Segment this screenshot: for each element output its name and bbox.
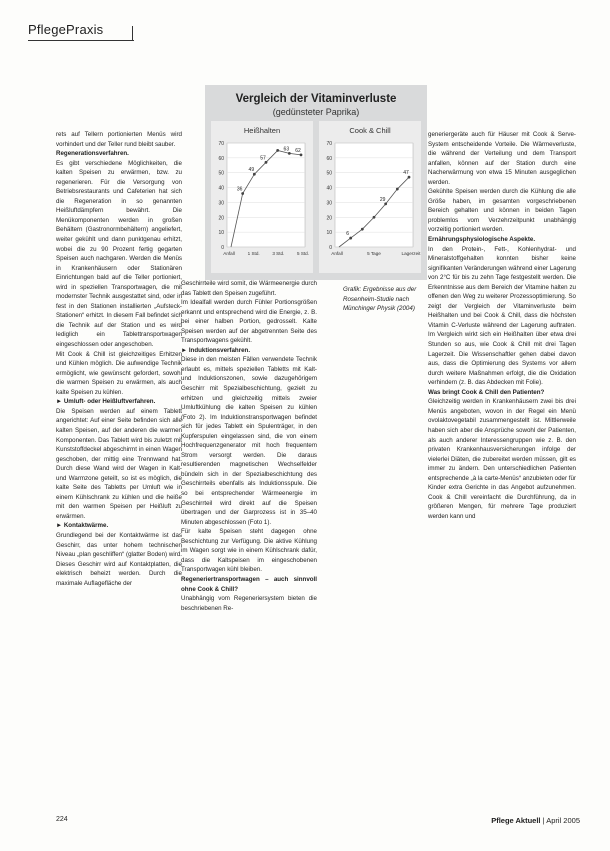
paragraph: Mit Cook & Chill ist gleichzeitiges Erhitzen und Kühlen möglich. Die aufwendige Technik ermöglicht, wie gewünscht gefordert, sowohl die warmen Speisen zu erwärmen, als auch kalte Speisen zu kühlen.: [56, 350, 182, 396]
paragraph: Geschirrteile wird somit, die Wärmeenergie durch das Tablett den Speisen zugeführt.: [181, 280, 317, 297]
data-point: [361, 228, 364, 231]
x-tick-label: 5 Tage: [367, 251, 381, 256]
issue-date: April 2005: [546, 816, 580, 825]
data-point: [288, 152, 291, 155]
section-header: PflegePraxis: [28, 22, 104, 37]
x-tick-label: Anfall: [331, 251, 343, 256]
plot-area: [227, 143, 305, 247]
panel-title: Cook & Chill: [349, 126, 391, 135]
subheading: Regeneriertransportwagen – auch sinnvoll ohne Cook & Chill?: [181, 575, 317, 593]
magazine-name: Pflege Aktuell: [491, 816, 541, 825]
data-point: [373, 216, 376, 219]
x-tick-label: Lagerzeit: [401, 251, 421, 256]
y-tick-label: 50: [218, 170, 224, 177]
paragraph: Gleichzeitig werden in Krankenhäusern zwei bis drei Menüs angeboten, wovon in der Regel ein Menü ovolaktovegetabil zusammengestellt ist. Mittlerweile haben sich aber die Ansprüche sowohl der Patienten, als auch anderer Interessengruppen wie z. B. den privaten Krankenhausversicherungen infolge der vielerlei Diäten, die zubereitet werden müssen, gilt es immer zu ändern. Den unterschiedlichen Patienten entsprechende „à la carte-Menüs“ anzubieten oder für Kinder extra Gerichte in das Angebot aufzunehmen. Cook & Chill vereinfacht die Durchführung, da in größeren Mengen, für mehrere Tage produziert werden kann und: [428, 398, 576, 520]
column-2: [181, 279, 317, 613]
data-point: [253, 173, 256, 176]
x-tick-label: 3 Std.: [272, 251, 285, 256]
subheading: ► Kontaktwärme.: [56, 522, 109, 530]
y-tick-label: 70: [326, 141, 332, 147]
chart-caption: Grafik: Ergebnisse aus der Rosenheim-Studie nach Münchinger Physik (2004): [343, 286, 417, 313]
subheading: Ernährungsphysiologische Aspekte.: [428, 236, 536, 244]
data-point: [265, 161, 268, 164]
y-tick-label: 30: [218, 200, 224, 207]
paragraph: Im Idealfall werden durch Fühler Portionsgrößen erkannt und entsprechend wird die Energie, z. B. bei einer halben Portion, gedrosselt. Kalte Speisen werden auf der abgetrennten Seite des Transportwagens gekühlt.: [181, 299, 317, 345]
y-tick-label: 70: [218, 141, 224, 147]
y-tick-label: 40: [218, 185, 224, 192]
x-tick-label: 5 Std.: [296, 251, 310, 256]
paragraph: Gekühlte Speisen werden durch die Kühlung die alle Größe haben, im gesamten vorgeschriebenen Bereich gehalten und können in beiden Tagen problemlos vom Verzehrzeitpunkt unabhängig vorzeitig portioniert werden.: [428, 188, 576, 234]
data-label: 63: [283, 146, 290, 153]
y-tick-label: 10: [326, 230, 332, 237]
data-point: [241, 192, 244, 195]
header-rule: [28, 40, 134, 41]
data-point: [349, 237, 352, 240]
data-label: 49: [248, 167, 255, 174]
y-tick-label: 0: [329, 245, 332, 251]
subheading: ► Umluft- oder Heißluftverfahren.: [56, 398, 156, 406]
chart-title: Vergleich der Vitaminverluste: [235, 93, 397, 105]
y-tick-label: 30: [326, 200, 332, 207]
vitamin-loss-chart: [205, 85, 427, 280]
chart-canvas: [205, 85, 427, 280]
paragraph: In den Protein-, Fett-, Kohlenhydrat- und Mineralstoffgehalten konnten bisher keine signifikanten Veränderungen während einer Lagerung von 2°C für bis zu zehn Tage festgestellt werden. Die Erkenntnisse aus dem Bereich der Vitamine halten zu offenen den Weg zu weiterer Prozessoptimierung. So zeigt der Vergleich der Vitaminverluste beim Heißhalten und bei Cook & Chill, dass die höchsten Vitamin C-Verluste während der Lagerung auftraten. Im Vergleich wirkt sich ein Heißhalten über etwa drei Stunden so aus, wie Cook & Chill mit drei Tagen Lagerzeit. Die Wissenschaftler gehen dabei davon aus, dass die Optimierung des Systems vor allem durch weitere Maßnahmen erfolgt, die die Oxidation verhindern (z. B. das Abdecken mit Folie).: [428, 245, 576, 387]
subheading: Was bringt Cook & Chill den Patienten?: [428, 388, 545, 396]
data-label: 47: [403, 170, 409, 177]
subheading: Regenerationsverfahren.: [56, 150, 129, 158]
y-tick-label: 10: [218, 230, 224, 237]
data-point: [384, 203, 387, 206]
data-point: [408, 176, 411, 179]
data-label: 57: [260, 155, 266, 162]
chart-subtitle: (gedünsteter Paprika): [272, 107, 360, 117]
y-tick-label: 60: [326, 155, 332, 162]
footer-issue: Pflege Aktuell | April 2005: [491, 816, 580, 825]
header-tick: [132, 26, 133, 40]
paragraph: Für kalte Speisen steht dagegen ohne Beschichtung zur Verfügung. Die aktive Kühlung im Wagen sorgt wie in einem Kühlschrank dafür, dass die Kaltspeisen im eingeschobenen Transportwagen kühl bleiben.: [181, 528, 317, 574]
subheading: ► Induktionsverfahren.: [181, 346, 251, 354]
y-tick-label: 0: [221, 245, 224, 251]
paragraph: generiergeräte auch für Häuser mit Cook & Serve-System entscheidende Vorteile. Die Wärmeverluste, die während der Verteilung und dem Transport anfallen, können auf der Station durch eine Nacherwärmung von etwa 15 Minuten ausgeglichen werden.: [428, 131, 576, 186]
paragraph: Die Speisen werden auf einem Tablett angerichtet: Auf einer Seite befinden sich alle kalten Speisen, auf der anderen die warmen Komponenten. Das Tablett wird bis zuletzt mit Kunststoffdeckel abgeschirmt in einen Wagen geschoben, der mittig eine Trennwand hat. Durch diese Wand wird der Wagen in Kalt- und Warmzone geteilt, so ist es möglich, die kalte Seite des Tabletts per Umluft wie in einem Kühlschrank zu kühlen und die heiße mit den warmen Speisen per Heißluft zu erwärmen.: [56, 407, 182, 520]
y-tick-label: 20: [326, 215, 332, 222]
panel-title: Heißhalten: [243, 126, 281, 135]
column-3: [428, 130, 576, 521]
y-tick-label: 50: [326, 170, 332, 177]
data-point: [396, 188, 399, 191]
y-tick-label: 20: [218, 215, 224, 222]
y-tick-label: 40: [326, 185, 332, 192]
column-1: [56, 130, 182, 588]
paragraph: Grundlegend bei der Kontaktwärme ist das Geschirr, das unter hohem technischen Niveau „plan geschliffen“ (glatter Boden) wird. Dieses Geschirr wird auf Kontaktplatten, die elektrisch beheizt werden. Durch die maximale Auflagefläche der: [56, 531, 182, 587]
data-point: [276, 149, 279, 152]
paragraph: Unabhängig vom Regeneriersystem bieten die beschriebenen Re-: [181, 595, 317, 612]
paragraph: Es gibt verschiedene Möglichkeiten, die kalten Speisen zu erwärmen, bzw. zu regenerieren. Für die Versorgung von Betriebsrestaurants und Cafeterien hat sich die Regeneration in so genannten Heißluftdämpfern bewährt. Die Menükomponenten werden in großen Behältern (Gastronormbehältern) angeliefert, weiter gekühlt und dann punktgenau erhitzt, wobei die zu 90 Prozent fertig gegarten Speisen auch nachgaren. Werden die Menüs in Krankenhäusern oder Stationären Einrichtungen bald auf die Teller portioniert, wird in speziellen Transportwagen, die mit modernster Technik ausgestattet sind, oder in fest in den Stationen installierten „Aufsteck-Stationen“ erhitzt. In diesem Fall befindet sich die Technik auf der Station und es wird lediglich ein Tablettransportwagen eingeschlossen oder angeschoben.: [56, 159, 182, 349]
page-number: 224: [56, 816, 68, 823]
data-label: 36: [236, 186, 243, 193]
paragraph: Diese in den meisten Fällen verwendete Technik erlaubt es, mittels speziellen Tabletts mit Kalt- und Induktionszonen, sowie dazugehörigem Geschirr mit Spezialbeschichtung, gezielt zu erhitzen und gleichzeitig mittels zweier Umluftkühlung die kalten Speisen zu kühlen (Foto 2). Im Induktionstransportwagen befindet sich für jedes Tablett ein Spulenträger, in den Kupferspulen eingelassen sind, die von einem Hochfrequenzgenerator mit hoch frequentem Strom versorgt werden. Die daraus resultierenden magnetischen Wechselfelder bündeln sich in der Spezialbeschichtung des Geschirrteils ebenfalls als Induktionsspule. Die so bei entsprechender Wärmeenergie im Geschirrteil wird direkt auf die Speisen übertragen und der Garprozess ist in 35–40 Minuten abgeschlossen (Foto 1).: [181, 356, 317, 526]
x-tick-label: 1 Std.: [247, 251, 260, 256]
data-label: 6: [346, 231, 350, 238]
paragraph: rets auf Tellern portionierten Menüs wird vorhindert und der Teller rund bleibt sauber.: [56, 131, 182, 148]
data-label: 29: [379, 196, 386, 203]
x-tick-label: Anfall: [223, 251, 235, 256]
data-label: 62: [295, 147, 301, 154]
y-tick-label: 60: [218, 155, 224, 162]
data-point: [300, 153, 303, 156]
